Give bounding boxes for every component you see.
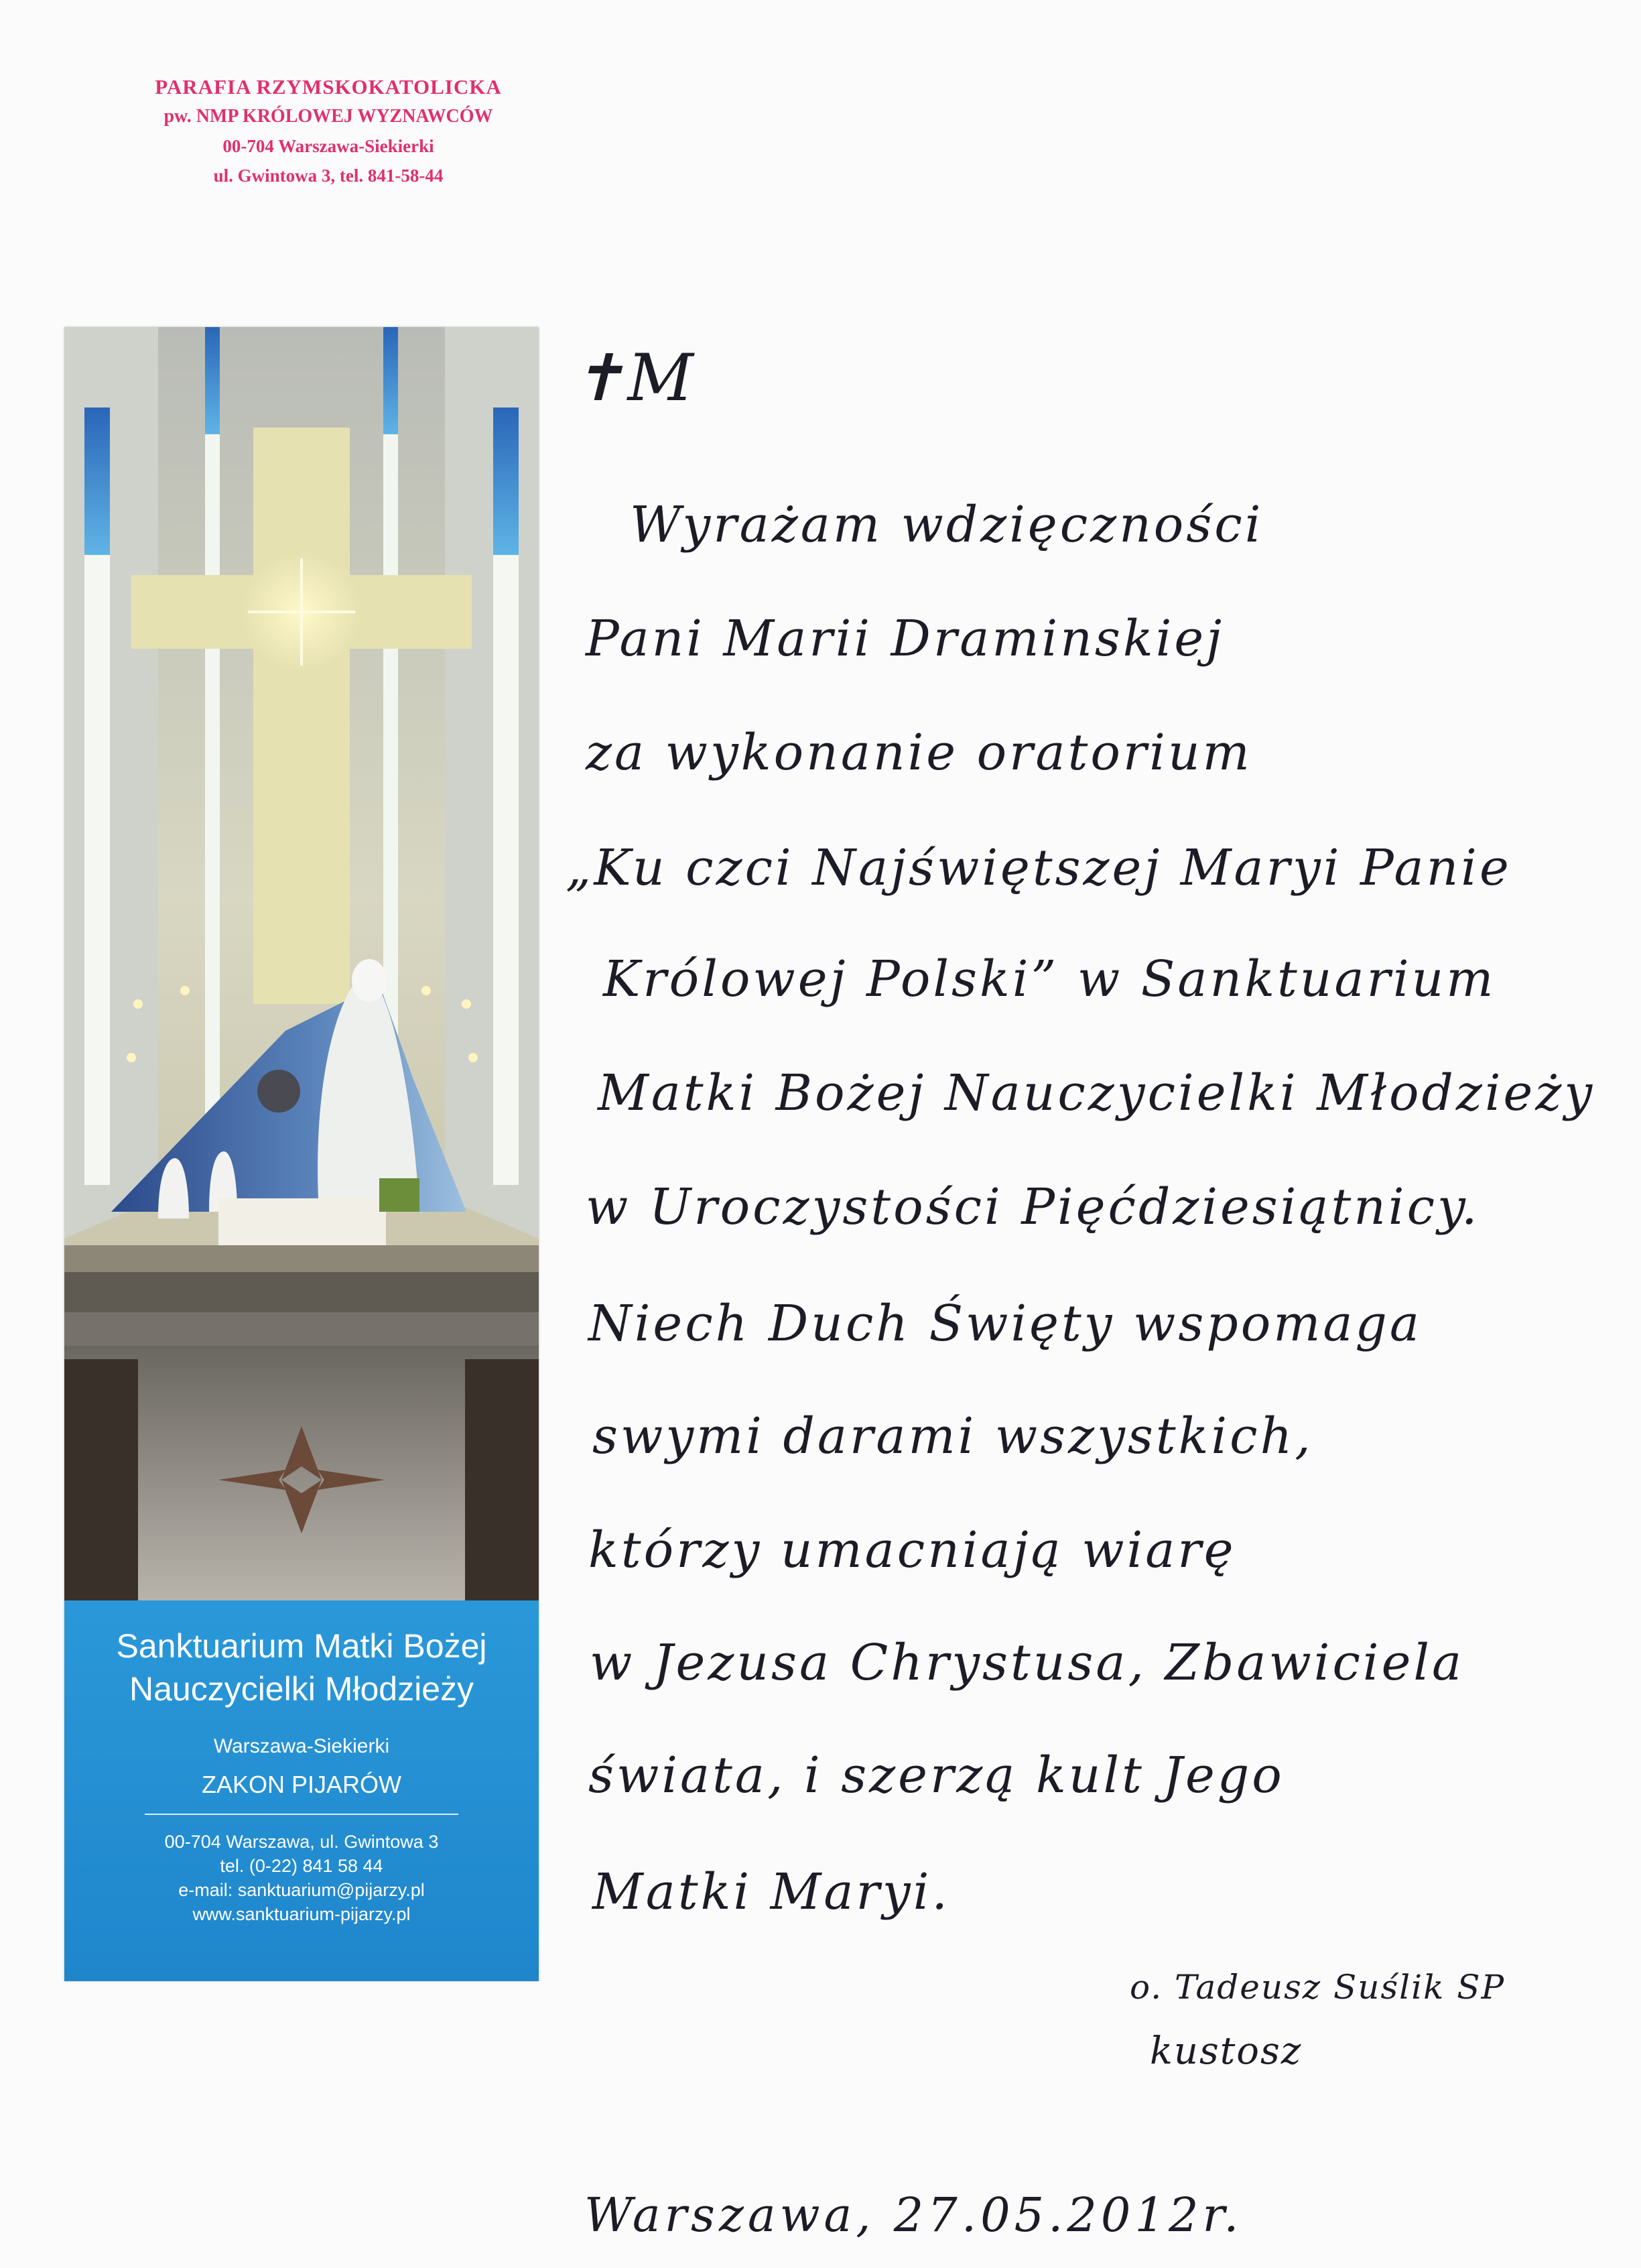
letter-line: Matki Bożej Nauczycielki Młodzieży bbox=[598, 1064, 1595, 1122]
sanctuary-name-line-2: Nauczycielki Młodzieży bbox=[129, 1670, 474, 1708]
sanctuary-address: 00-704 Warszawa, ul. Gwintowa 3 bbox=[164, 1832, 439, 1852]
sanctuary-name-line-1: Sanktuarium Matki Bożej bbox=[116, 1627, 487, 1665]
signature-role: kustosz bbox=[1150, 2029, 1303, 2073]
letter-line: w Jezusa Chrystusa, Zbawiciela bbox=[590, 1634, 1465, 1692]
letter-line: Niech Duch Święty wspomaga bbox=[588, 1295, 1423, 1352]
letter-line: za wykonanie oratorium bbox=[586, 724, 1252, 781]
cross-monogram: ✝M bbox=[571, 340, 696, 416]
letter-line: w Uroczystości Pięćdziesiątnicy. bbox=[586, 1178, 1480, 1236]
letter-line: Pani Marii Draminskiej bbox=[586, 610, 1225, 668]
religious-order: ZAKON PIJARÓW bbox=[201, 1771, 402, 1798]
letter-line: świata, i szerzą kult Jego bbox=[588, 1747, 1285, 1804]
sanctuary-city: Warszawa-Siekierki bbox=[213, 1735, 390, 1757]
stamp-line-parish: PARAFIA RZYMSKOKATOLICKA bbox=[155, 75, 502, 99]
sanctuary-website: www.sanktuarium-pijarzy.pl bbox=[192, 1904, 411, 1924]
stamp-line-dedication: pw. NMP KRÓLOWEJ WYZNAWCÓW bbox=[163, 106, 493, 127]
letter-line: swymi darami wszystkich, bbox=[592, 1407, 1313, 1465]
place-and-date: Warszawa, 27.05.2012r. bbox=[584, 2188, 1243, 2243]
stamp-line-address: ul. Gwintowa 3, tel. 841-58-44 bbox=[213, 166, 444, 186]
sanctuary-email: e-mail: sanktuarium@pijarzy.pl bbox=[178, 1880, 425, 1900]
letter-line: Królowej Polski” w Sanktuarium bbox=[603, 950, 1496, 1008]
stamp-line-postcode: 00-704 Warszawa-Siekierki bbox=[222, 136, 434, 156]
signature-name: o. Tadeusz Suślik SP bbox=[1130, 1968, 1506, 2007]
letter-line: Matki Maryi. bbox=[592, 1863, 950, 1921]
letter-line: „Ku czci Najświętszej Maryi Panie bbox=[566, 839, 1512, 897]
letter-line: którzy umacniają wiarę bbox=[588, 1521, 1236, 1579]
sanctuary-phone: tel. (0-22) 841 58 44 bbox=[220, 1856, 383, 1876]
letter-line: Wyrażam wdzięczności bbox=[630, 496, 1264, 554]
